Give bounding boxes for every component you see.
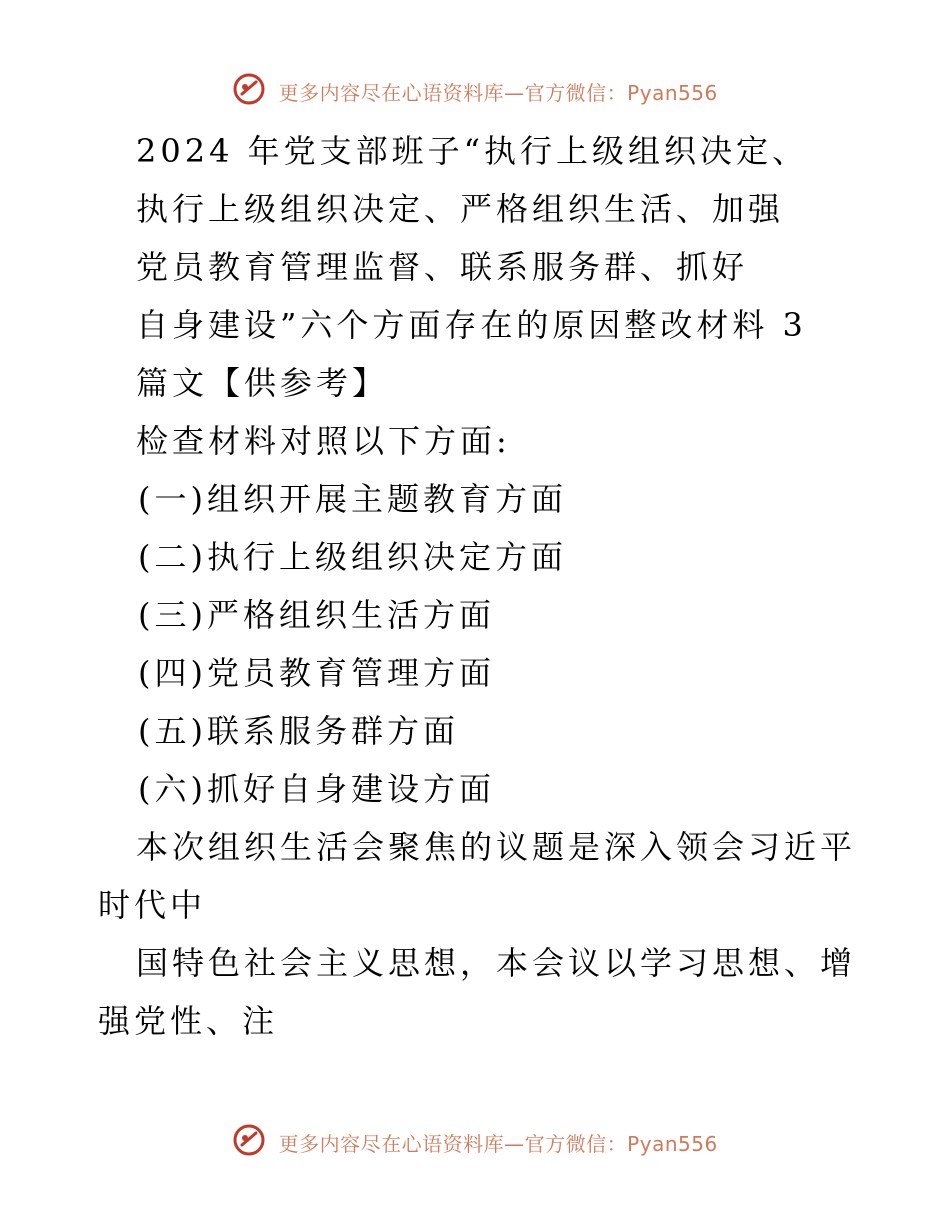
title-line-3: 党员教育管理监督、联系服务群、抓好	[136, 248, 749, 286]
logo-icon	[232, 1123, 266, 1162]
title-line-1: 2024 年党支部班子“执行上级组织决定、	[136, 132, 808, 170]
title-line-5: 篇文【供参考】	[136, 364, 389, 402]
watermark-footer	[0, 1123, 950, 1162]
logo-icon	[232, 72, 266, 111]
watermark-header	[0, 72, 950, 111]
watermark-text: 更多内容尽在心语资料库—官方微信：Pyan556	[278, 81, 718, 105]
intro-text: 检查材料对照以下方面:	[136, 422, 511, 460]
list-item: (五)联系服务群方面	[138, 712, 459, 750]
paragraph: 本次组织生活会聚焦的议题是深入领会习近平时代中	[98, 828, 857, 924]
document-body	[98, 122, 858, 1050]
list-item: (一)组织开展主题教育方面	[138, 480, 567, 518]
list-item: (六)抓好自身建设方面	[138, 770, 495, 808]
title-line-2: 执行上级组织决定、严格组织生活、加强	[136, 190, 785, 228]
title-line-4: 自身建设”六个方面存在的原因整改材料 3	[136, 306, 807, 344]
list-item: (四)党员教育管理方面	[138, 654, 495, 692]
watermark-text: 更多内容尽在心语资料库—官方微信：Pyan556	[278, 1132, 718, 1156]
list-item: (二)执行上级组织决定方面	[138, 538, 567, 576]
list-item: (三)严格组织生活方面	[138, 596, 495, 634]
paragraph: 国特色社会主义思想，本会议以学习思想、增强党性、注	[98, 944, 857, 1040]
